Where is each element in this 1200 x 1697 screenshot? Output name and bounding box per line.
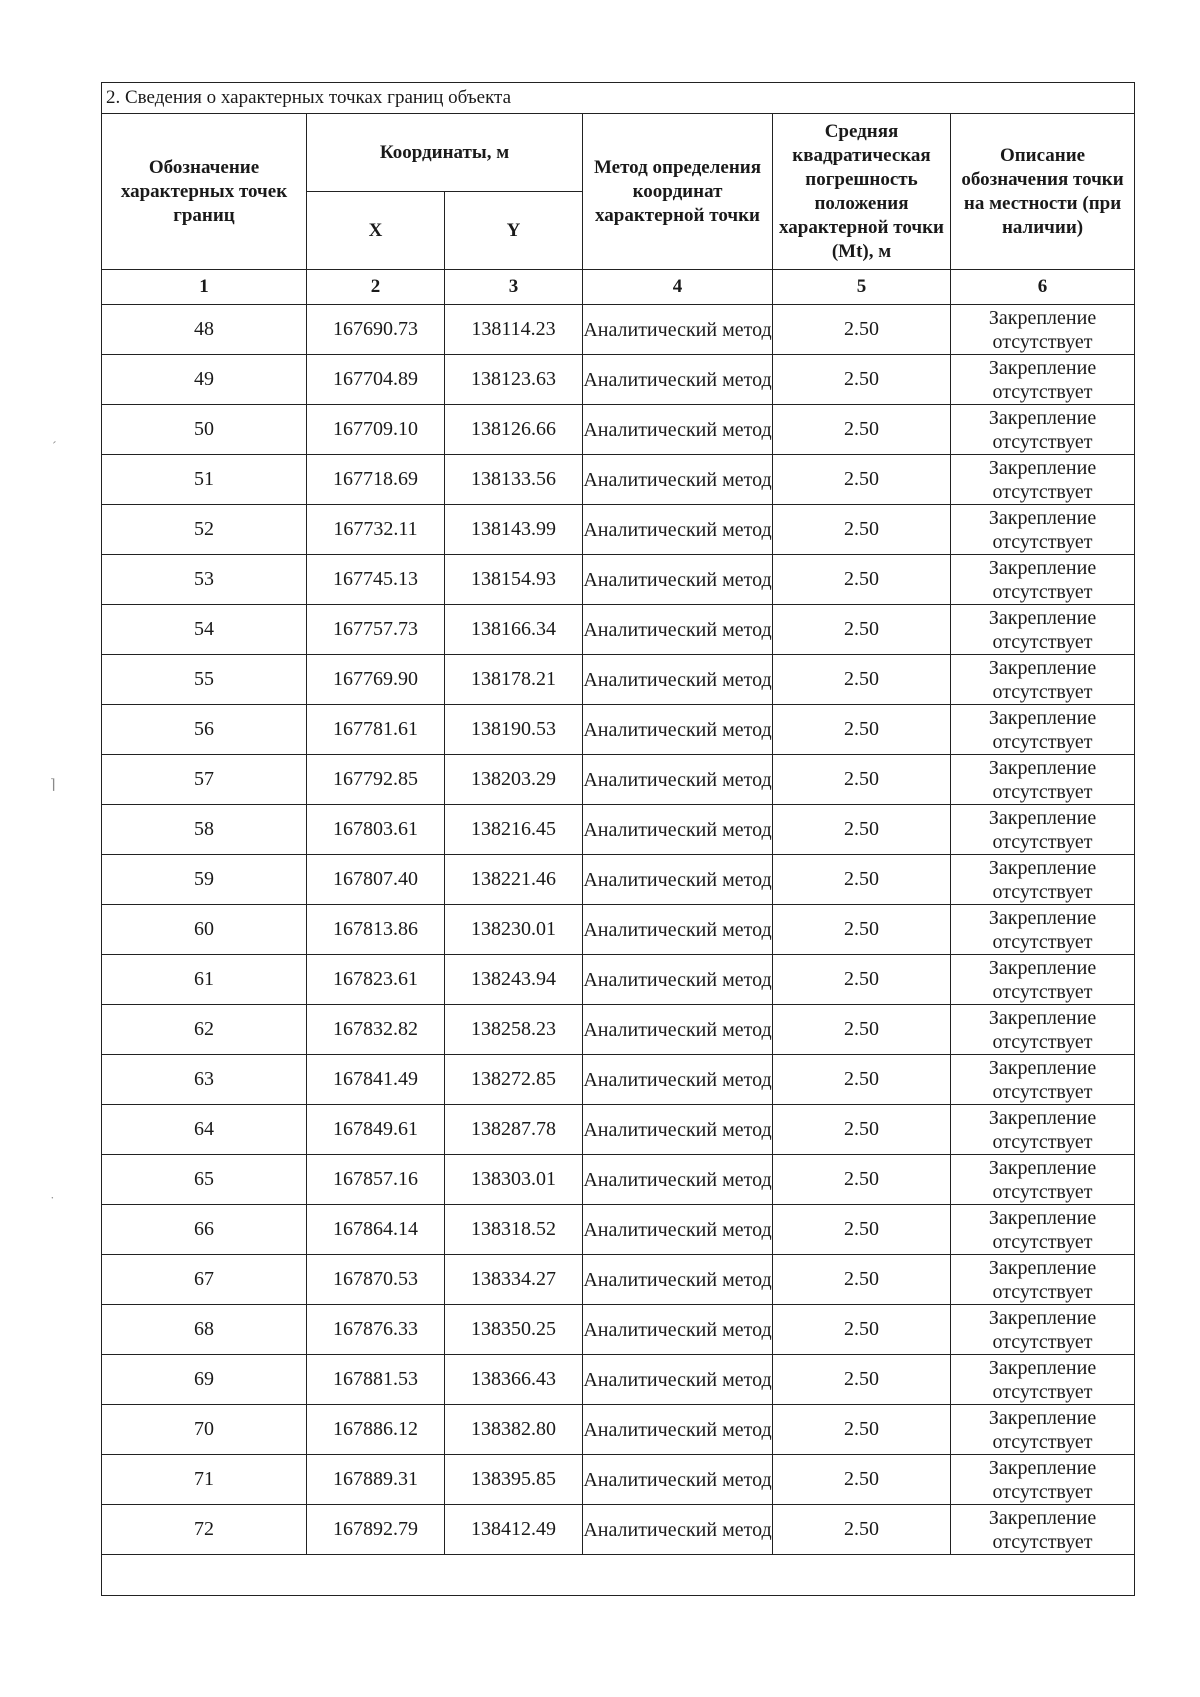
scan-mark: ˙	[50, 1195, 55, 1210]
description-cell: Закрепление отсутствует	[951, 505, 1135, 555]
section-title: 2. Сведения о характерных точках границ объекта	[102, 83, 1135, 114]
method-cell: Аналитический метод	[583, 905, 773, 955]
x-coordinate-cell: 167792.85	[307, 755, 445, 805]
y-coordinate-cell: 138216.45	[445, 805, 583, 855]
point-number-cell: 69	[102, 1355, 307, 1405]
table-row	[102, 405, 1135, 455]
mean-square-error-cell: 2.50	[773, 555, 951, 605]
x-coordinate-cell: 167803.61	[307, 805, 445, 855]
header-method: Метод определения координат характерной точки	[583, 114, 773, 270]
description-cell: Закрепление отсутствует	[951, 1355, 1135, 1405]
y-coordinate-cell: 138334.27	[445, 1255, 583, 1305]
x-coordinate-cell: 167876.33	[307, 1305, 445, 1355]
mean-square-error-cell: 2.50	[773, 805, 951, 855]
method-cell: Аналитический метод	[583, 805, 773, 855]
description-cell: Закрепление отсутствует	[951, 455, 1135, 505]
x-coordinate-cell: 167745.13	[307, 555, 445, 605]
scan-mark: ˊ	[52, 440, 57, 455]
mean-square-error-cell: 2.50	[773, 505, 951, 555]
table-row	[102, 305, 1135, 355]
x-coordinate-cell: 167732.11	[307, 505, 445, 555]
point-number-cell: 50	[102, 405, 307, 455]
y-coordinate-cell: 138178.21	[445, 655, 583, 705]
y-coordinate-cell: 138230.01	[445, 905, 583, 955]
mean-square-error-cell: 2.50	[773, 1505, 951, 1555]
table-row	[102, 1505, 1135, 1555]
y-coordinate-cell: 138221.46	[445, 855, 583, 905]
column-number: 1	[102, 270, 307, 305]
method-cell: Аналитический метод	[583, 605, 773, 655]
table-row	[102, 1255, 1135, 1305]
y-coordinate-cell: 138272.85	[445, 1055, 583, 1105]
method-cell: Аналитический метод	[583, 355, 773, 405]
method-cell: Аналитический метод	[583, 855, 773, 905]
description-cell: Закрепление отсутствует	[951, 755, 1135, 805]
table-row	[102, 1105, 1135, 1155]
y-coordinate-cell: 138166.34	[445, 605, 583, 655]
method-cell: Аналитический метод	[583, 1505, 773, 1555]
description-cell: Закрепление отсутствует	[951, 705, 1135, 755]
description-cell: Закрепление отсутствует	[951, 1405, 1135, 1455]
mean-square-error-cell: 2.50	[773, 1305, 951, 1355]
point-number-cell: 56	[102, 705, 307, 755]
method-cell: Аналитический метод	[583, 1405, 773, 1455]
x-coordinate-cell: 167769.90	[307, 655, 445, 705]
y-coordinate-cell: 138412.49	[445, 1505, 583, 1555]
table-row	[102, 1055, 1135, 1105]
mean-square-error-cell: 2.50	[773, 1405, 951, 1455]
mean-square-error-cell: 2.50	[773, 655, 951, 705]
point-number-cell: 70	[102, 1405, 307, 1455]
point-number-cell: 63	[102, 1055, 307, 1105]
mean-square-error-cell: 2.50	[773, 755, 951, 805]
method-cell: Аналитический метод	[583, 1005, 773, 1055]
method-cell: Аналитический метод	[583, 1055, 773, 1105]
mean-square-error-cell: 2.50	[773, 305, 951, 355]
y-coordinate-cell: 138318.52	[445, 1205, 583, 1255]
description-cell: Закрепление отсутствует	[951, 1255, 1135, 1305]
table-row	[102, 455, 1135, 505]
point-number-cell: 61	[102, 955, 307, 1005]
header-mean-square-error: Средняя квадратическая погрешность положения характерной точки (Mt), м	[773, 114, 951, 270]
header-description: Описание обозначения точки на местности (при наличии)	[951, 114, 1135, 270]
method-cell: Аналитический метод	[583, 1355, 773, 1405]
table-row	[102, 955, 1135, 1005]
mean-square-error-cell: 2.50	[773, 455, 951, 505]
table-row	[102, 1355, 1135, 1405]
empty-cell	[102, 1555, 1135, 1596]
mean-square-error-cell: 2.50	[773, 1455, 951, 1505]
description-cell: Закрепление отсутствует	[951, 905, 1135, 955]
x-coordinate-cell: 167709.10	[307, 405, 445, 455]
y-coordinate-cell: 138303.01	[445, 1155, 583, 1205]
table-body	[102, 305, 1135, 1555]
table-row	[102, 355, 1135, 405]
point-number-cell: 64	[102, 1105, 307, 1155]
point-number-cell: 68	[102, 1305, 307, 1355]
mean-square-error-cell: 2.50	[773, 1355, 951, 1405]
x-coordinate-cell: 167757.73	[307, 605, 445, 655]
y-coordinate-cell: 138350.25	[445, 1305, 583, 1355]
description-cell: Закрепление отсутствует	[951, 305, 1135, 355]
y-coordinate-cell: 138395.85	[445, 1455, 583, 1505]
point-number-cell: 59	[102, 855, 307, 905]
description-cell: Закрепление отсутствует	[951, 1455, 1135, 1505]
description-cell: Закрепление отсутствует	[951, 1105, 1135, 1155]
method-cell: Аналитический метод	[583, 1305, 773, 1355]
description-cell: Закрепление отсутствует	[951, 805, 1135, 855]
mean-square-error-cell: 2.50	[773, 905, 951, 955]
point-number-cell: 49	[102, 355, 307, 405]
header-coordinates: Координаты, м	[307, 114, 583, 192]
point-number-cell: 55	[102, 655, 307, 705]
table-row	[102, 805, 1135, 855]
y-coordinate-cell: 138154.93	[445, 555, 583, 605]
point-number-cell: 48	[102, 305, 307, 355]
header-y: Y	[445, 192, 583, 270]
x-coordinate-cell: 167857.16	[307, 1155, 445, 1205]
x-coordinate-cell: 167889.31	[307, 1455, 445, 1505]
table-row	[102, 705, 1135, 755]
x-coordinate-cell: 167807.40	[307, 855, 445, 905]
column-number: 4	[583, 270, 773, 305]
point-number-cell: 71	[102, 1455, 307, 1505]
method-cell: Аналитический метод	[583, 305, 773, 355]
mean-square-error-cell: 2.50	[773, 1255, 951, 1305]
table-row	[102, 905, 1135, 955]
x-coordinate-cell: 167892.79	[307, 1505, 445, 1555]
table-row	[102, 1005, 1135, 1055]
table-row	[102, 505, 1135, 555]
point-number-cell: 62	[102, 1005, 307, 1055]
x-coordinate-cell: 167781.61	[307, 705, 445, 755]
description-cell: Закрепление отсутствует	[951, 1305, 1135, 1355]
column-number-row	[102, 270, 1135, 305]
description-cell: Закрепление отсутствует	[951, 855, 1135, 905]
method-cell: Аналитический метод	[583, 1255, 773, 1305]
description-cell: Закрепление отсутствует	[951, 1005, 1135, 1055]
table-row	[102, 1155, 1135, 1205]
y-coordinate-cell: 138203.29	[445, 755, 583, 805]
document-sheet	[101, 82, 1134, 1596]
column-number: 5	[773, 270, 951, 305]
header-point-designation: Обозначение характерных точек границ	[102, 114, 307, 270]
y-coordinate-cell: 138287.78	[445, 1105, 583, 1155]
y-coordinate-cell: 138366.43	[445, 1355, 583, 1405]
mean-square-error-cell: 2.50	[773, 1005, 951, 1055]
mean-square-error-cell: 2.50	[773, 1055, 951, 1105]
x-coordinate-cell: 167823.61	[307, 955, 445, 1005]
description-cell: Закрепление отсутствует	[951, 405, 1135, 455]
description-cell: Закрепление отсутствует	[951, 955, 1135, 1005]
description-cell: Закрепление отсутствует	[951, 1155, 1135, 1205]
description-cell: Закрепление отсутствует	[951, 655, 1135, 705]
method-cell: Аналитический метод	[583, 655, 773, 705]
empty-footer-row	[102, 1555, 1135, 1596]
method-cell: Аналитический метод	[583, 405, 773, 455]
y-coordinate-cell: 138258.23	[445, 1005, 583, 1055]
table-row	[102, 1455, 1135, 1505]
table-row	[102, 755, 1135, 805]
x-coordinate-cell: 167841.49	[307, 1055, 445, 1105]
method-cell: Аналитический метод	[583, 455, 773, 505]
table-row	[102, 555, 1135, 605]
y-coordinate-cell: 138382.80	[445, 1405, 583, 1455]
mean-square-error-cell: 2.50	[773, 955, 951, 1005]
mean-square-error-cell: 2.50	[773, 1155, 951, 1205]
point-number-cell: 66	[102, 1205, 307, 1255]
y-coordinate-cell: 138243.94	[445, 955, 583, 1005]
x-coordinate-cell: 167704.89	[307, 355, 445, 405]
point-number-cell: 67	[102, 1255, 307, 1305]
point-number-cell: 72	[102, 1505, 307, 1555]
description-cell: Закрепление отсутствует	[951, 1055, 1135, 1105]
method-cell: Аналитический метод	[583, 955, 773, 1005]
point-number-cell: 52	[102, 505, 307, 555]
method-cell: Аналитический метод	[583, 1105, 773, 1155]
x-coordinate-cell: 167886.12	[307, 1405, 445, 1455]
y-coordinate-cell: 138123.63	[445, 355, 583, 405]
table-row	[102, 855, 1135, 905]
table-row	[102, 1405, 1135, 1455]
table-row	[102, 1205, 1135, 1255]
x-coordinate-cell: 167864.14	[307, 1205, 445, 1255]
table-row	[102, 655, 1135, 705]
table-row	[102, 605, 1135, 655]
mean-square-error-cell: 2.50	[773, 705, 951, 755]
method-cell: Аналитический метод	[583, 1205, 773, 1255]
y-coordinate-cell: 138114.23	[445, 305, 583, 355]
method-cell: Аналитический метод	[583, 705, 773, 755]
x-coordinate-cell: 167832.82	[307, 1005, 445, 1055]
description-cell: Закрепление отсутствует	[951, 605, 1135, 655]
mean-square-error-cell: 2.50	[773, 1105, 951, 1155]
method-cell: Аналитический метод	[583, 1455, 773, 1505]
mean-square-error-cell: 2.50	[773, 405, 951, 455]
point-number-cell: 54	[102, 605, 307, 655]
y-coordinate-cell: 138190.53	[445, 705, 583, 755]
header-x: X	[307, 192, 445, 270]
mean-square-error-cell: 2.50	[773, 855, 951, 905]
x-coordinate-cell: 167813.86	[307, 905, 445, 955]
mean-square-error-cell: 2.50	[773, 1205, 951, 1255]
point-number-cell: 60	[102, 905, 307, 955]
description-cell: Закрепление отсутствует	[951, 355, 1135, 405]
y-coordinate-cell: 138133.56	[445, 455, 583, 505]
y-coordinate-cell: 138143.99	[445, 505, 583, 555]
scan-mark: ⌉	[50, 778, 56, 793]
point-number-cell: 53	[102, 555, 307, 605]
method-cell: Аналитический метод	[583, 555, 773, 605]
mean-square-error-cell: 2.50	[773, 605, 951, 655]
method-cell: Аналитический метод	[583, 1155, 773, 1205]
description-cell: Закрепление отсутствует	[951, 555, 1135, 605]
point-number-cell: 65	[102, 1155, 307, 1205]
point-number-cell: 58	[102, 805, 307, 855]
method-cell: Аналитический метод	[583, 755, 773, 805]
boundary-points-table	[101, 82, 1135, 1596]
y-coordinate-cell: 138126.66	[445, 405, 583, 455]
description-cell: Закрепление отсутствует	[951, 1505, 1135, 1555]
x-coordinate-cell: 167881.53	[307, 1355, 445, 1405]
point-number-cell: 57	[102, 755, 307, 805]
point-number-cell: 51	[102, 455, 307, 505]
column-number: 6	[951, 270, 1135, 305]
method-cell: Аналитический метод	[583, 505, 773, 555]
x-coordinate-cell: 167870.53	[307, 1255, 445, 1305]
description-cell: Закрепление отсутствует	[951, 1205, 1135, 1255]
table-row	[102, 1305, 1135, 1355]
x-coordinate-cell: 167849.61	[307, 1105, 445, 1155]
mean-square-error-cell: 2.50	[773, 355, 951, 405]
x-coordinate-cell: 167718.69	[307, 455, 445, 505]
column-number: 2	[307, 270, 445, 305]
x-coordinate-cell: 167690.73	[307, 305, 445, 355]
column-number: 3	[445, 270, 583, 305]
